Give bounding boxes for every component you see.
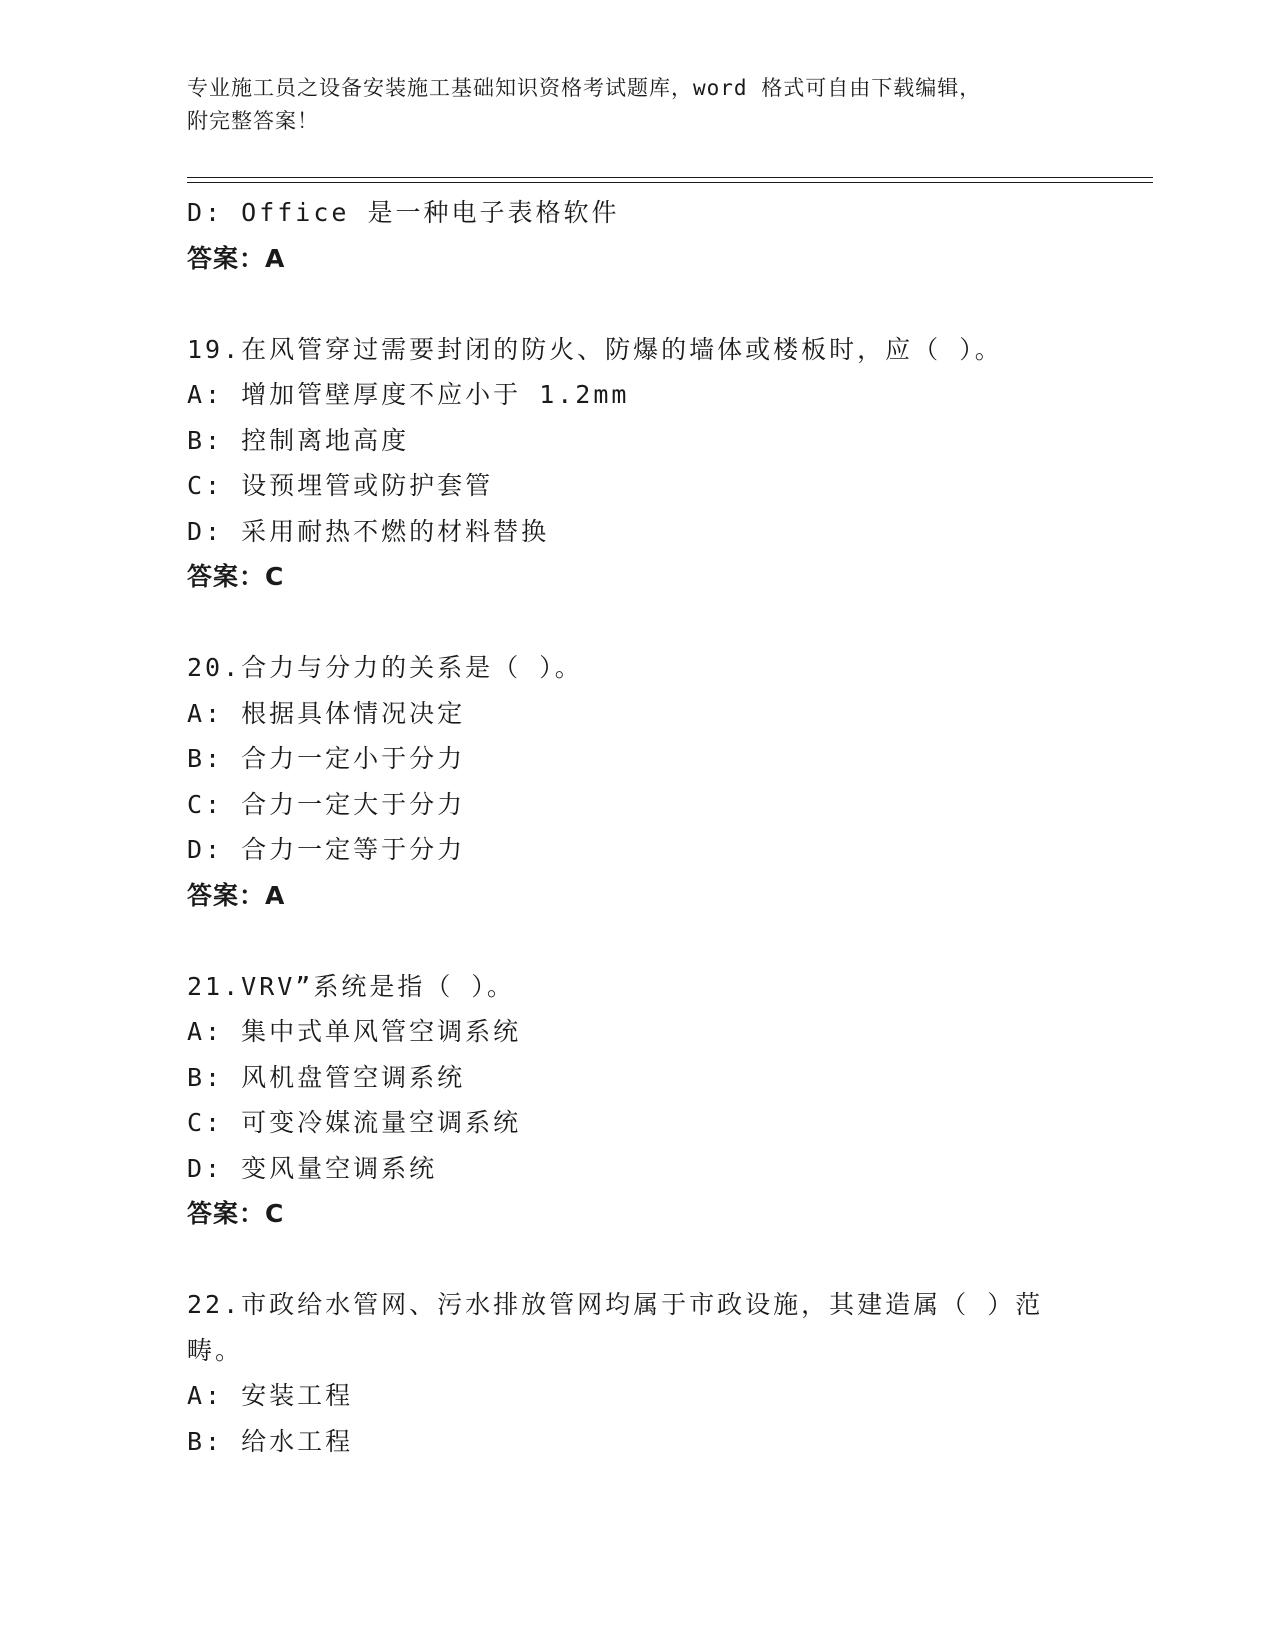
option-c: C: 设预埋管或防护套管 [187,471,494,500]
option-a: A: 安装工程 [187,1381,354,1410]
spacer [187,600,1087,646]
option-b: B: 风机盘管空调系统 [187,1062,466,1092]
document-header [187,72,1087,138]
answer-label: 答案：A [187,880,286,910]
question-stem: 19.在风管穿过需要封闭的防火、防爆的墙体或楼板时，应（ ）。 [187,334,1003,364]
question-20 [187,645,1087,918]
option-d: D: 合力一定等于分力 [187,835,466,864]
header-line-2: 附完整答案！ [187,109,319,133]
spacer [187,918,1087,964]
option-c: C: 合力一定大于分力 [187,789,466,819]
spacer [187,281,1087,327]
question-21 [187,964,1087,1237]
question-stem: 20.合力与分力的关系是（ ）。 [187,653,583,682]
header-divider-top [187,177,1153,178]
question-stem-line-1: 22.市政给水管网、污水排放管网均属于市政设施，其建造属（ ）范 [187,1290,1044,1319]
answer-label: 答案：A [187,243,286,273]
answer-label: 答案：C [187,562,285,591]
option-d: D: 变风量空调系统 [187,1153,438,1183]
answer-label: 答案：C [187,1199,285,1228]
option-a: A: 集中式单风管空调系统 [187,1017,522,1046]
header-divider-bottom [187,182,1153,183]
question-stem: 21.VRV”系统是指（ ）。 [187,971,515,1001]
header-line-1: 专业施工员之设备安装施工基础知识资格考试题库，word 格式可自由下载编辑， [187,76,982,100]
option-a: A: 增加管壁厚度不应小于 1.2mm [187,380,630,409]
option-b: B: 给水工程 [187,1426,354,1456]
spacer [187,1237,1087,1283]
question-list [187,190,1087,1464]
option-b: B: 合力一定小于分力 [187,744,466,773]
question-22 [187,1282,1087,1464]
option-d: D: 采用耐热不燃的材料替换 [187,516,550,546]
option-a: A: 根据具体情况决定 [187,698,466,728]
option-c: C: 可变冷媒流量空调系统 [187,1108,522,1137]
option-b: B: 控制离地高度 [187,425,410,455]
option-d: D: Office 是一种电子表格软件 [187,198,620,227]
question-stem-line-2: 畴。 [187,1335,244,1365]
question-19 [187,327,1087,600]
